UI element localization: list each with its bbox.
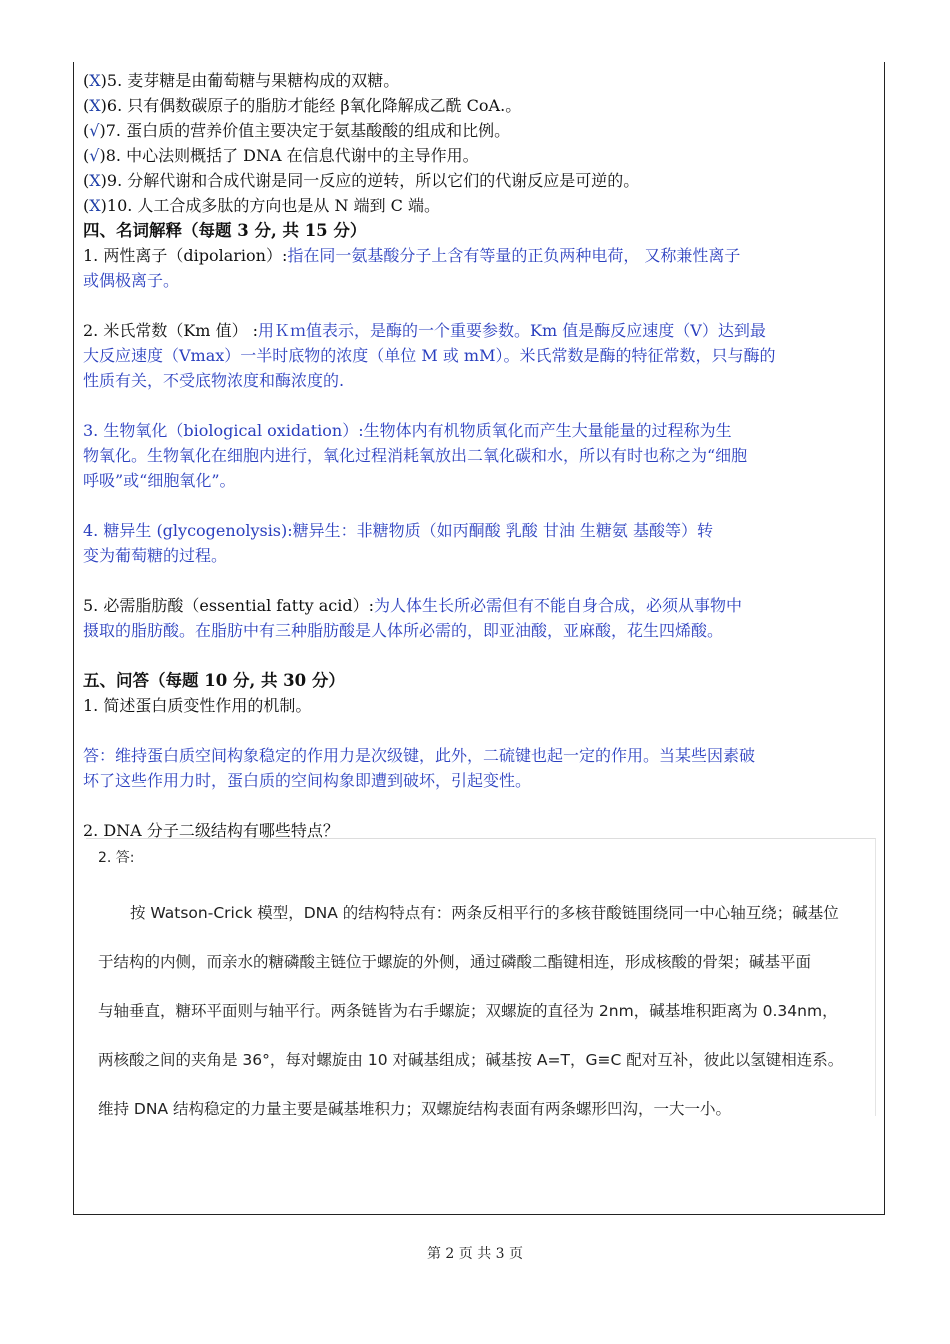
- tf-text: 中心法则概括了 DNA 在信息代谢中的主导作用。: [126, 146, 479, 165]
- term-definition: 糖异生：非糖物质（如丙酮酸 乳酸 甘油 生糖氨 基酸等）转: [292, 521, 714, 540]
- tf-item: (X)9. 分解代谢和合成代谢是同一反应的逆转，所以它们的代谢反应是可逆的。: [83, 171, 640, 190]
- term-entry: [83, 518, 883, 568]
- tf-text: 人工合成多肽的方向也是从 N 端到 C 端。: [137, 196, 441, 215]
- tf-item: (X)6. 只有偶数碳原子的脂肪才能经 β氧化降解成乙酰 CoA.。: [83, 96, 522, 115]
- page-footer: 第 2 页 共 3 页: [426, 1246, 524, 1262]
- section-4-title: 四、名词解释（每题 3 分, 共 15 分）: [83, 221, 367, 240]
- question-1: 1. 简述蛋白质变性作用的机制。: [83, 696, 312, 715]
- term-definition: 呼吸”或“细胞氧化”。: [83, 471, 236, 490]
- term-label: 4. 糖异生 (glycogenolysis):: [83, 521, 293, 540]
- tf-number: 9: [106, 171, 118, 190]
- tf-item: (X)10. 人工合成多肽的方向也是从 N 端到 C 端。: [83, 196, 441, 215]
- term-definition: 变为葡萄糖的过程。: [83, 546, 228, 565]
- answer-2-label: 2. 答:: [98, 850, 135, 866]
- tf-text: 麦芽糖是由葡萄糖与果糖构成的双糖。: [127, 71, 400, 90]
- tf-number: 5: [106, 71, 118, 90]
- scanned-answer-box: [86, 838, 876, 1116]
- tf-mark: X: [89, 71, 101, 90]
- term-entry: [83, 593, 883, 643]
- term-label: 5. 必需脂肪酸（essential fatty acid）:: [83, 596, 375, 615]
- tf-item: (X)5. 麦芽糖是由葡萄糖与果糖构成的双糖。: [83, 71, 400, 90]
- term-entry: [83, 243, 883, 293]
- term-definition: 大反应速度（Vmax）一半时底物的浓度（单位 M 或 mM）。米氏常数是酶的特征常数，只与酶的: [83, 346, 776, 365]
- tf-mark: √: [89, 146, 100, 165]
- answer-2-line: 按 Watson-Crick 模型，DNA 的结构特点有：两条反相平行的多核苷酸链围绕同一中心轴互绕；碱基位: [130, 904, 839, 922]
- answer-1-line-1: 答：维持蛋白质空间构象稳定的作用力是次级键，此外，二硫键也起一定的作用。当某些因素破: [83, 746, 756, 765]
- tf-number: 8: [105, 146, 116, 165]
- section-5-title: 五、问答（每题 10 分, 共 30 分）: [83, 671, 345, 690]
- tf-text: 蛋白质的营养价值主要决定于氨基酸酸的组成和比例。: [126, 121, 511, 140]
- term-list: [83, 243, 883, 668]
- answer-2-line: 两核酸之间的夹角是 36°，每对螺旋由 10 对碱基组成；碱基按 A=T，G≡C 配对互补，彼此以氢键相连系。: [98, 1051, 844, 1069]
- tf-mark: X: [89, 96, 101, 115]
- term-definition: 物氧化。生物氧化在细胞内进行，氧化过程消耗氧放出二氧化碳和水，所以有时也称之为“细胞: [83, 446, 748, 465]
- term-definition: 指在同一氨基酸分子上含有等量的正负两种电荷， 又称兼性离子: [287, 246, 741, 265]
- tf-item: (√)8. 中心法则概括了 DNA 在信息代谢中的主导作用。: [83, 146, 479, 165]
- tf-text: 只有偶数碳原子的脂肪才能经 β氧化降解成乙酰 CoA.。: [127, 96, 522, 115]
- term-definition: 用Ｋｍ值表示，是酶的一个重要参数。Km 值是酶反应速度（V）达到最: [258, 321, 766, 340]
- tf-mark: X: [89, 171, 101, 190]
- term-definition: 性质有关，不受底物浓度和酶浓度的.: [83, 371, 345, 390]
- term-entry: [83, 318, 883, 393]
- term-definition: 摄取的脂肪酸。在脂肪中有三种脂肪酸是人体所必需的，即亚油酸，亚麻酸，花生四烯酸。: [83, 621, 724, 640]
- tf-number: 6: [106, 96, 118, 115]
- tf-mark: √: [89, 121, 100, 140]
- answer-2-line: 于结构的内侧，而亲水的糖磷酸主链位于螺旋的外侧，通过磷酸二酯键相连，形成核酸的骨架；碱基平面: [98, 953, 812, 971]
- term-definition: 为人体生长所必需但有不能自身合成，必须从事物中: [374, 596, 743, 615]
- tf-item: (√)7. 蛋白质的营养价值主要决定于氨基酸酸的组成和比例。: [83, 121, 511, 140]
- tf-number: 10: [106, 196, 128, 215]
- term-entry: [83, 418, 883, 493]
- answer-2-line: 维持 DNA 结构稳定的力量主要是碱基堆积力；双螺旋结构表面有两条螺形凹沟，一大一小。: [98, 1100, 731, 1118]
- tf-text: 分解代谢和合成代谢是同一反应的逆转，所以它们的代谢反应是可逆的。: [127, 171, 640, 190]
- answer-2-body: [98, 889, 858, 1134]
- tf-mark: X: [89, 196, 101, 215]
- tf-number: 7: [105, 121, 116, 140]
- term-definition: 或偶极离子。: [83, 271, 180, 290]
- term-label: 2. 米氏常数（Km 值） :: [83, 321, 259, 340]
- answer-2-line: 与轴垂直，糖环平面则与轴平行。两条链皆为右手螺旋；双螺旋的直径为 2nm，碱基堆积距离为 0.34nm，: [98, 1002, 838, 1020]
- term-definition: 生物体内有机物质氧化而产生大量能量的过程称为生: [363, 421, 732, 440]
- true-false-list: [83, 68, 883, 218]
- term-label: 1. 两性离子（dipolarion）:: [83, 246, 288, 265]
- answer-1-line-2: 坏了这些作用力时，蛋白质的空间构象即遭到破坏，引起变性。: [83, 771, 532, 790]
- term-label: 3. 生物氧化（biological oxidation）:: [83, 421, 364, 440]
- main-content: [83, 68, 883, 843]
- question-2: 2. DNA 分子二级结构有哪些特点？: [83, 821, 339, 840]
